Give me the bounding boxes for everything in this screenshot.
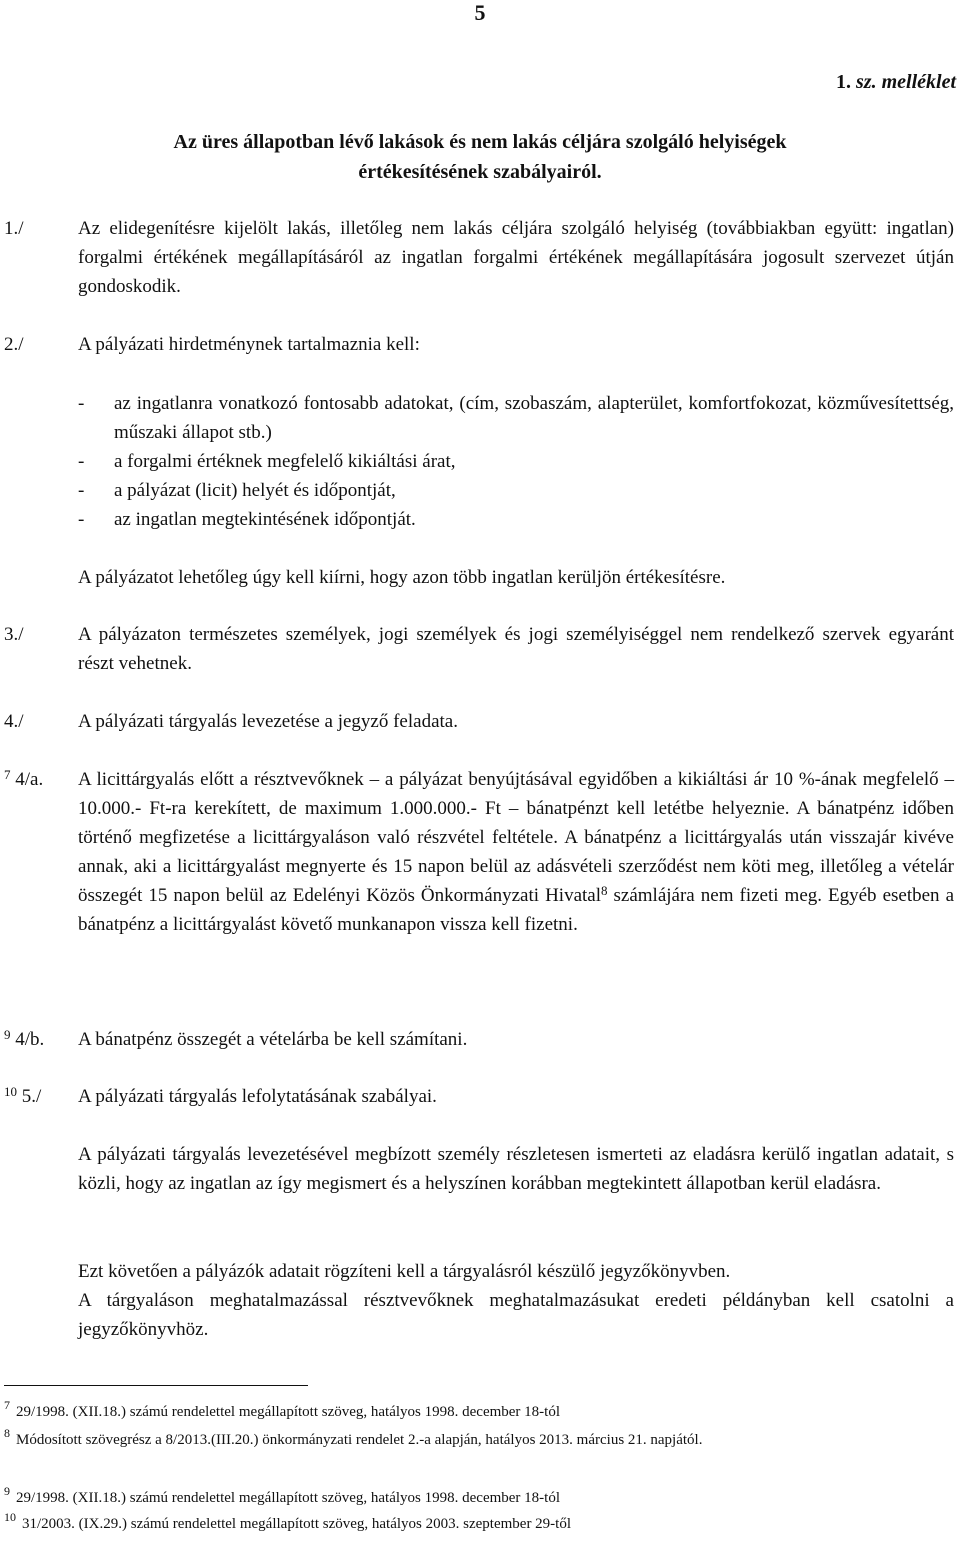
list-item <box>78 389 954 447</box>
section-4a-text: A licittárgyalás előtt a résztvevőknek – a pályázat benyújtásával egyidőben a kikiáltási ár 10 %-ának megfelelő – 10.000.- Ft-ra kerekített, de maximum 1.000.000.- Ft – bánatpénzt kell letétbe helyeznie. A bánatpénz időben történő megfizetése a licittárgyaláson való részvétel feltétele. A bánatpénz a licittárgyalás után visszajár kivéve annak, aki a licittárgyalást megnyerte és 15 napon belül az adásvételi szerződést nem köti meg, illetőleg a vételár összegét 15 napon belül az Edelényi Közös Önkormányzati Hivatal$^8$ számlájára nem fizeti meg. Egyéb esetben a bánatpénz a licittárgyalást követő munkanapon vissza kell fizetni. <box>78 769 955 935</box>
section-2-bullet-list <box>78 389 954 534</box>
footnote-text: Módosított szövegrész a 8/2013.(III.20.) önkormányzati rendelet 2.-a alapján, hatályos 2013. március 21. napjától. <box>16 1432 703 1448</box>
bullet-text: az ingatlan megtekintésének időpontját. <box>114 509 416 530</box>
annex-text: sz. melléklet <box>856 71 956 93</box>
footnote-9 <box>4 1486 956 1510</box>
footnote-ref: 9 <box>4 1027 11 1042</box>
section-5-paragraph-1: A pályázati tárgyalás levezetésével megbízott személy részletesen ismerteti az eladásra kerülő ingatlan adatait, s közli, hogy az ingatlan az így megismert és a helyszínen korábban megtekintett állapotban kerül eladásra. <box>78 1144 954 1194</box>
section-5-paragraph-2: Ezt követően a pályázók adatait rögzíteni kell a tárgyalásról készülő jegyzőkönyvben. <box>78 1261 731 1282</box>
list-item <box>78 476 954 505</box>
section-2-intro: A pályázati hirdetménynek tartalmaznia kell: <box>78 334 420 355</box>
section-5-number: $^{10}$ 5./ <box>4 1084 42 1107</box>
bullet-text: az ingatlanra vonatkozó fontosabb adatokat, (cím, szobaszám, alapterület, komfortfokozat, közművesítettség, műszaki állapot stb.) <box>114 393 954 443</box>
section-4-number: 4./ <box>4 711 24 732</box>
list-item <box>78 447 954 476</box>
footnote-text: 29/1998. (XII.18.) számú rendelettel megállapított szöveg, hatályos 1998. december 18-tól <box>16 1404 561 1420</box>
annex-number: 1. <box>836 71 852 93</box>
footnote-ref: 7 <box>4 767 11 782</box>
footnote-mark: 7 <box>4 1398 10 1412</box>
section-5-text: A pályázati tárgyalás lefolytatásának szabályai. <box>78 1086 437 1107</box>
section-4b-text: A bánatpénz összegét a vételárba be kell számítani. <box>78 1029 468 1050</box>
footnote-text: 31/2003. (IX.29.) számú rendelettel megállapított szöveg, hatályos 2003. szeptember 29-től <box>22 1516 572 1532</box>
annex-label <box>836 71 956 94</box>
footnote-mark: 8 <box>4 1426 10 1440</box>
footnote-text: 29/1998. (XII.18.) számú rendelettel megállapított szöveg, hatályos 1998. december 18-tól <box>16 1490 561 1506</box>
dash-marker: - <box>78 451 85 472</box>
dash-marker: - <box>78 393 85 414</box>
footnote-ref: 10 <box>4 1084 17 1099</box>
footnote-10 <box>4 1512 956 1536</box>
footnote-separator <box>4 1385 308 1386</box>
footnote-ref: 8 <box>601 883 608 898</box>
footnote-mark: 9 <box>4 1484 10 1498</box>
title-line-2: értékesítésének szabályairól. <box>358 161 602 183</box>
section-3-number: 3./ <box>4 624 24 645</box>
section-2-number: 2./ <box>4 334 24 355</box>
page-number: 5 <box>474 0 486 25</box>
section-1-number: 1./ <box>4 218 24 239</box>
section-4-text: A pályázati tárgyalás levezetése a jegyző feladata. <box>78 711 458 732</box>
footnote-7 <box>4 1400 956 1424</box>
section-4a-number: $^7$ 4/a. <box>4 767 44 790</box>
section-2-closing: A pályázatot lehetőleg úgy kell kiírni, hogy azon több ingatlan kerüljön értékesítésre. <box>78 567 726 588</box>
section-1-text: Az elidegenítésre kijelölt lakás, illetőleg nem lakás céljára szolgáló helyiség (továbbiakban együtt: ingatlan) forgalmi értékének megállapításáról az ingatlan forgalmi értékének megállapítására jogosult szervezet útján gondoskodik. <box>78 218 954 297</box>
dash-marker: - <box>78 509 85 530</box>
bullet-text: a forgalmi értéknek megfelelő kikiáltási árat, <box>114 451 456 472</box>
section-4b-number: $^9$ 4/b. <box>4 1027 45 1050</box>
section-3-text: A pályázaton természetes személyek, jogi személyek és jogi személyiséggel nem rendelkező szervek egyaránt részt vehetnek. <box>78 624 954 674</box>
document-title <box>0 127 960 187</box>
bullet-text: a pályázat (licit) helyét és időpontját, <box>114 480 396 501</box>
footnote-mark: 10 <box>4 1510 16 1524</box>
dash-marker: - <box>78 480 85 501</box>
title-line-1: Az üres állapotban lévő lakások és nem lakás céljára szolgáló helyiségek <box>173 131 787 153</box>
footnote-8 <box>4 1428 956 1452</box>
list-item <box>78 505 954 534</box>
section-5-paragraph-3: A tárgyaláson meghatalmazással résztvevőknek meghatalmazásukat eredeti példányban kell csatolni a jegyzőkönyvhöz. <box>78 1290 954 1340</box>
